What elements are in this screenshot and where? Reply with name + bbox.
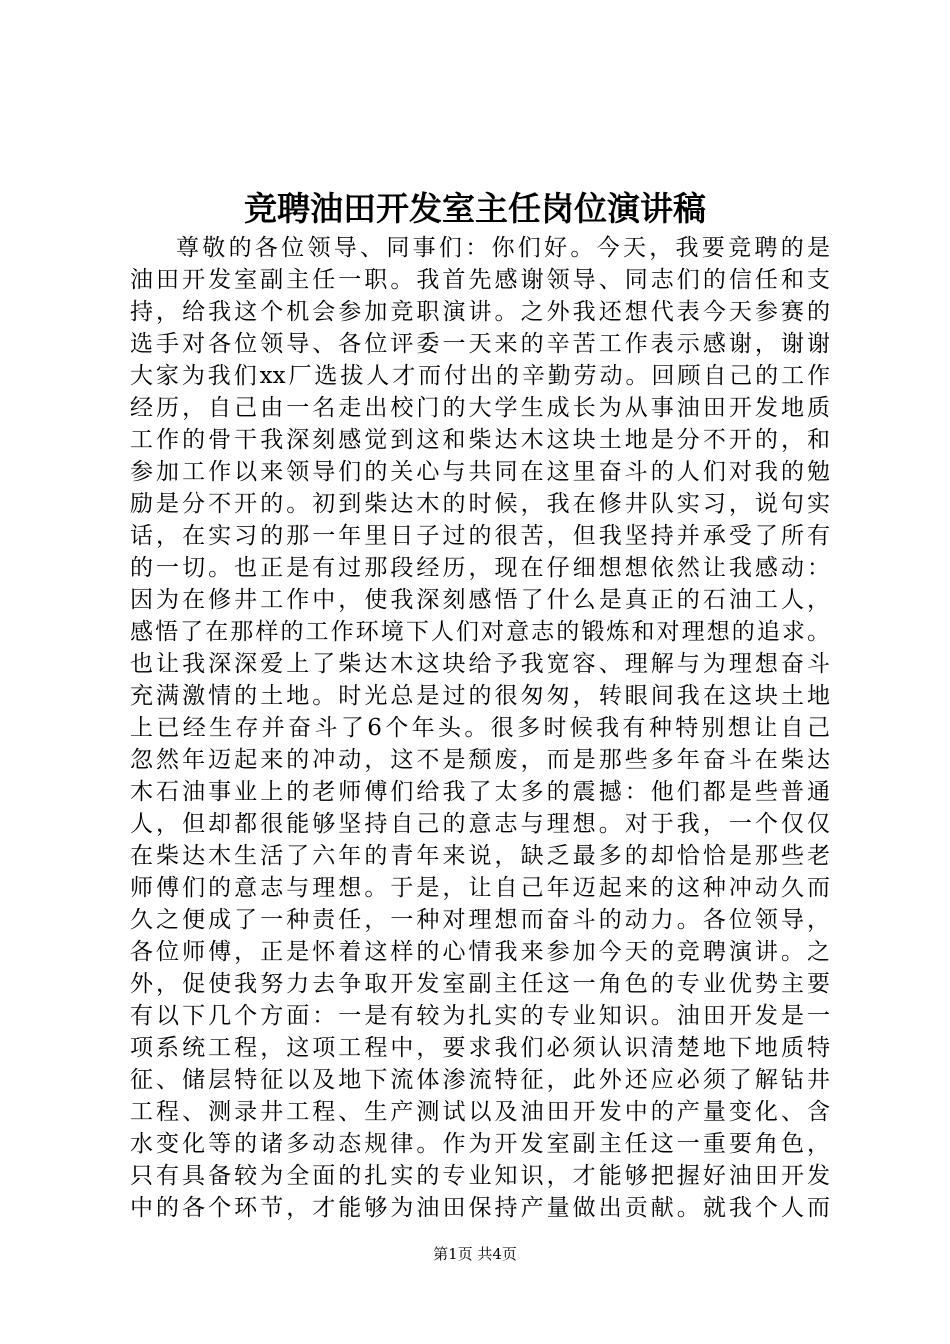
body-line: 人，但却都很能够坚持自己的意志与理想。对于我，一个仅仅 [130, 811, 830, 837]
body-line: 师傅们的意志与理想。于是，让自己年迈起来的这种冲动久而 [130, 875, 830, 901]
body-line: 参加工作以来领导们的关心与共同在这里奋斗的人们对我的勉 [130, 459, 830, 485]
document-title: 竞聘油田开发室主任岗位演讲稿 [244, 189, 706, 228]
body-line: 征、储层特征以及地下流体渗流特征，此外还应必须了解钻井 [130, 1067, 830, 1093]
body-line: 的一切。也正是有过那段经历，现在仔细想想依然让我感动： [130, 555, 830, 581]
body-line: 也让我深深爱上了柴达木这块给予我宽容、理解与为理想奋斗 [130, 651, 830, 677]
body-line: 只有具备较为全面的扎实的专业知识，才能够把握好油田开发 [130, 1163, 830, 1189]
body-line: 木石油事业上的老师傅们给我了太多的震撼：他们都是些普通 [130, 779, 830, 805]
page-number-footer: 第1页 共4页 [433, 1245, 517, 1263]
document-body [130, 232, 830, 1224]
body-line: 因为在修井工作中，使我深刻感悟了什么是真正的石油工人， [130, 587, 830, 613]
body-line: 大家为我们xx厂选拔人才而付出的辛勤劳动。回顾自己的工作 [130, 363, 830, 389]
body-line: 话，在实习的那一年里日子过的很苦，但我坚持并承受了所有 [130, 523, 830, 549]
body-line: 经历，自己由一名走出校门的大学生成长为从事油田开发地质 [130, 395, 830, 421]
body-line: 油田开发室副主任一职。我首先感谢领导、同志们的信任和支 [130, 267, 830, 293]
body-line: 在柴达木生活了六年的青年来说，缺乏最多的却恰恰是那些老 [130, 843, 830, 869]
body-line: 上已经生存并奋斗了6个年头。很多时候我有种特别想让自己 [130, 715, 830, 741]
body-line: 中的各个环节，才能够为油田保持产量做出贡献。就我个人而 [130, 1195, 830, 1221]
body-line: 外，促使我努力去争取开发室副主任这一角色的专业优势主要 [130, 971, 830, 997]
body-line: 忽然年迈起来的冲动，这不是颓废，而是那些多年奋斗在柴达 [130, 747, 830, 773]
body-line: 各位师傅，正是怀着这样的心情我来参加今天的竞聘演讲。之 [130, 939, 830, 965]
body-line: 有以下几个方面：一是有较为扎实的专业知识。油田开发是一 [130, 1003, 830, 1029]
body-line: 充满激情的土地。时光总是过的很匆匆，转眼间我在这块土地 [130, 683, 830, 709]
body-line: 工程、测录井工程、生产测试以及油田开发中的产量变化、含 [130, 1099, 830, 1125]
body-line: 选手对各位领导、各位评委一天来的辛苦工作表示感谢，谢谢 [130, 331, 830, 357]
body-line: 感悟了在那样的工作环境下人们对意志的锻炼和对理想的追求。 [130, 619, 830, 645]
body-line: 项系统工程，这项工程中，要求我们必须认识清楚地下地质特 [130, 1035, 830, 1061]
body-line: 励是分不开的。初到柴达木的时候，我在修井队实习，说句实 [130, 491, 830, 517]
body-line: 尊敬的各位领导、同事们：你们好。今天，我要竞聘的是 [176, 235, 830, 261]
body-line: 工作的骨干我深刻感觉到这和柴达木这块土地是分不开的，和 [130, 427, 830, 453]
body-line: 水变化等的诸多动态规律。作为开发室副主任这一重要角色， [130, 1131, 830, 1157]
body-line: 久之便成了一种责任，一种对理想而奋斗的动力。各位领导， [130, 907, 830, 933]
body-line: 持，给我这个机会参加竞职演讲。之外我还想代表今天参赛的 [130, 299, 830, 325]
